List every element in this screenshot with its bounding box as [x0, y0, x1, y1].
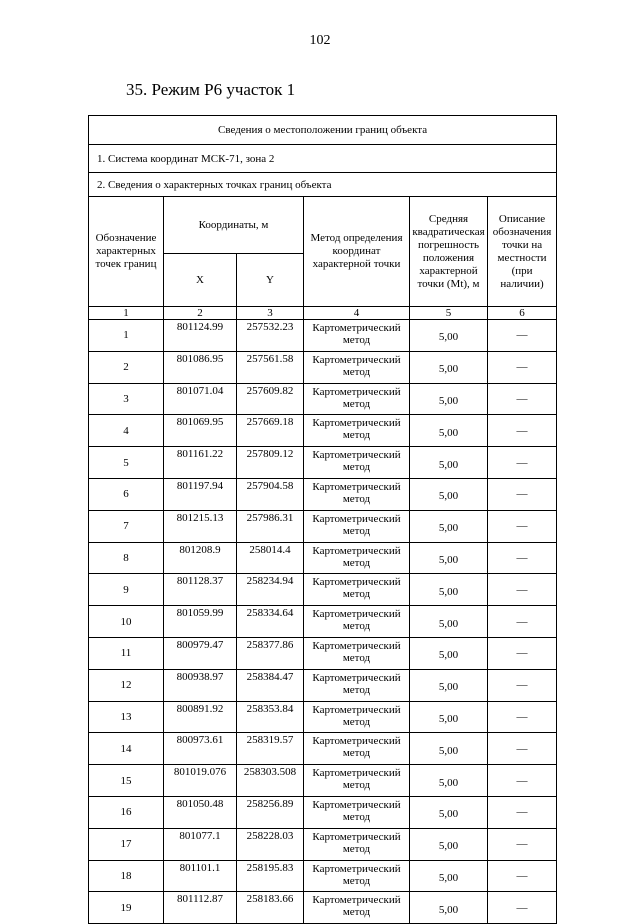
section-title: 35. Режим Р6 участок 1	[126, 80, 296, 99]
coord-x: 801086.95	[164, 351, 237, 383]
coord-system-line: 1. Система координат МСК-71, зона 2	[89, 145, 557, 173]
method-cell: Картометрический метод	[304, 351, 410, 383]
point-number: 8	[89, 542, 164, 574]
header-y: Y	[237, 254, 304, 307]
method-cell: Картометрический метод	[304, 606, 410, 638]
coord-x: 800938.97	[164, 669, 237, 701]
boundary-points-table	[88, 115, 557, 924]
description-cell: —	[488, 542, 557, 574]
table-row	[89, 510, 557, 542]
page-number: 102	[309, 33, 331, 48]
description-cell: —	[488, 478, 557, 510]
table-row	[89, 320, 557, 352]
table-row	[89, 701, 557, 733]
description-cell: —	[488, 892, 557, 924]
table-caption: Сведения о местоположении границ объекта	[89, 116, 557, 145]
coord-x: 801197.94	[164, 478, 237, 510]
method-cell: Картометрический метод	[304, 510, 410, 542]
point-number: 18	[89, 860, 164, 892]
error-cell: 5,00	[410, 765, 488, 797]
method-cell: Картометрический метод	[304, 415, 410, 447]
coord-y: 257609.82	[237, 383, 304, 415]
description-cell: —	[488, 733, 557, 765]
error-cell: 5,00	[410, 892, 488, 924]
col-number: 3	[237, 307, 304, 320]
error-cell: 5,00	[410, 637, 488, 669]
description-cell: —	[488, 765, 557, 797]
method-cell: Картометрический метод	[304, 637, 410, 669]
table-row	[89, 478, 557, 510]
point-number: 5	[89, 447, 164, 479]
method-cell: Картометрический метод	[304, 860, 410, 892]
error-cell: 5,00	[410, 733, 488, 765]
description-cell: —	[488, 796, 557, 828]
point-number: 2	[89, 351, 164, 383]
point-number: 15	[89, 765, 164, 797]
point-number: 17	[89, 828, 164, 860]
coord-x: 801161.22	[164, 447, 237, 479]
coord-y: 257532.23	[237, 320, 304, 352]
error-cell: 5,00	[410, 383, 488, 415]
point-number: 6	[89, 478, 164, 510]
coord-y: 257561.58	[237, 351, 304, 383]
description-cell: —	[488, 351, 557, 383]
error-cell: 5,00	[410, 860, 488, 892]
table-row	[89, 765, 557, 797]
error-cell: 5,00	[410, 510, 488, 542]
description-cell: —	[488, 383, 557, 415]
point-number: 4	[89, 415, 164, 447]
table-row	[89, 542, 557, 574]
col-number: 2	[164, 307, 237, 320]
header-coordinates: Координаты, м	[164, 197, 304, 254]
error-cell: 5,00	[410, 542, 488, 574]
point-number: 9	[89, 574, 164, 606]
point-number: 1	[89, 320, 164, 352]
error-cell: 5,00	[410, 701, 488, 733]
error-cell: 5,00	[410, 669, 488, 701]
coord-y: 257809.12	[237, 447, 304, 479]
coord-x: 801128.37	[164, 574, 237, 606]
col-number: 4	[304, 307, 410, 320]
method-cell: Картометрический метод	[304, 320, 410, 352]
method-cell: Картометрический метод	[304, 447, 410, 479]
point-number: 13	[89, 701, 164, 733]
description-cell: —	[488, 860, 557, 892]
table-row	[89, 733, 557, 765]
point-number: 3	[89, 383, 164, 415]
point-number: 16	[89, 796, 164, 828]
col-number: 5	[410, 307, 488, 320]
table-row	[89, 415, 557, 447]
table-row	[89, 860, 557, 892]
coord-x: 801077.1	[164, 828, 237, 860]
method-cell: Картометрический метод	[304, 542, 410, 574]
description-cell: —	[488, 606, 557, 638]
description-cell: —	[488, 669, 557, 701]
header-error: Средняя квадратическая погрешность положения характерной точки (Mt), м	[410, 197, 488, 307]
coord-x: 800891.92	[164, 701, 237, 733]
coord-y: 258334.64	[237, 606, 304, 638]
description-cell: —	[488, 828, 557, 860]
coord-x: 801050.48	[164, 796, 237, 828]
point-number: 14	[89, 733, 164, 765]
header-designation: Обозначение характерных точек границ	[89, 197, 164, 307]
coord-x: 800979.47	[164, 637, 237, 669]
table-row	[89, 606, 557, 638]
description-cell: —	[488, 447, 557, 479]
coord-y: 258195.83	[237, 860, 304, 892]
coord-x: 801019.076	[164, 765, 237, 797]
method-cell: Картометрический метод	[304, 383, 410, 415]
error-cell: 5,00	[410, 351, 488, 383]
method-cell: Картометрический метод	[304, 574, 410, 606]
error-cell: 5,00	[410, 478, 488, 510]
table-row	[89, 637, 557, 669]
method-cell: Картометрический метод	[304, 892, 410, 924]
coord-x: 800973.61	[164, 733, 237, 765]
table-row	[89, 796, 557, 828]
table-row	[89, 447, 557, 479]
table-row	[89, 574, 557, 606]
coord-y: 257669.18	[237, 415, 304, 447]
description-cell: —	[488, 510, 557, 542]
coord-y: 257986.31	[237, 510, 304, 542]
point-number: 19	[89, 892, 164, 924]
point-number: 12	[89, 669, 164, 701]
description-cell: —	[488, 701, 557, 733]
coord-x: 801101.1	[164, 860, 237, 892]
description-cell: —	[488, 574, 557, 606]
coord-y: 258319.57	[237, 733, 304, 765]
error-cell: 5,00	[410, 447, 488, 479]
method-cell: Картометрический метод	[304, 828, 410, 860]
coord-y: 258353.84	[237, 701, 304, 733]
table-row	[89, 892, 557, 924]
method-cell: Картометрический метод	[304, 796, 410, 828]
points-title-line: 2. Сведения о характерных точках границ объекта	[89, 173, 557, 197]
coord-x: 801124.99	[164, 320, 237, 352]
column-numbers-row	[89, 307, 557, 320]
error-cell: 5,00	[410, 574, 488, 606]
coord-y: 258234.94	[237, 574, 304, 606]
coord-x: 801071.04	[164, 383, 237, 415]
coord-y: 258384.47	[237, 669, 304, 701]
table-row	[89, 828, 557, 860]
error-cell: 5,00	[410, 415, 488, 447]
error-cell: 5,00	[410, 320, 488, 352]
point-number: 7	[89, 510, 164, 542]
coord-y: 258303.508	[237, 765, 304, 797]
header-method: Метод определения координат характерной точки	[304, 197, 410, 307]
description-cell: —	[488, 320, 557, 352]
method-cell: Картометрический метод	[304, 701, 410, 733]
coord-y: 258256.89	[237, 796, 304, 828]
point-number: 10	[89, 606, 164, 638]
table-row	[89, 351, 557, 383]
coord-x: 801069.95	[164, 415, 237, 447]
description-cell: —	[488, 415, 557, 447]
coord-y: 258014.4	[237, 542, 304, 574]
error-cell: 5,00	[410, 828, 488, 860]
coord-y: 258377.86	[237, 637, 304, 669]
coord-x: 801208.9	[164, 542, 237, 574]
col-number: 1	[89, 307, 164, 320]
method-cell: Картометрический метод	[304, 733, 410, 765]
point-number: 11	[89, 637, 164, 669]
method-cell: Картометрический метод	[304, 765, 410, 797]
table-row	[89, 383, 557, 415]
error-cell: 5,00	[410, 606, 488, 638]
coord-y: 258183.66	[237, 892, 304, 924]
header-x: X	[164, 254, 237, 307]
coord-x: 801059.99	[164, 606, 237, 638]
coord-x: 801112.87	[164, 892, 237, 924]
coord-y: 257904.58	[237, 478, 304, 510]
table-row	[89, 669, 557, 701]
error-cell: 5,00	[410, 796, 488, 828]
coord-x: 801215.13	[164, 510, 237, 542]
method-cell: Картометрический метод	[304, 669, 410, 701]
header-description: Описание обозначения точки на местности (при наличии)	[488, 197, 557, 307]
coord-y: 258228.03	[237, 828, 304, 860]
method-cell: Картометрический метод	[304, 478, 410, 510]
col-number: 6	[488, 307, 557, 320]
description-cell: —	[488, 637, 557, 669]
